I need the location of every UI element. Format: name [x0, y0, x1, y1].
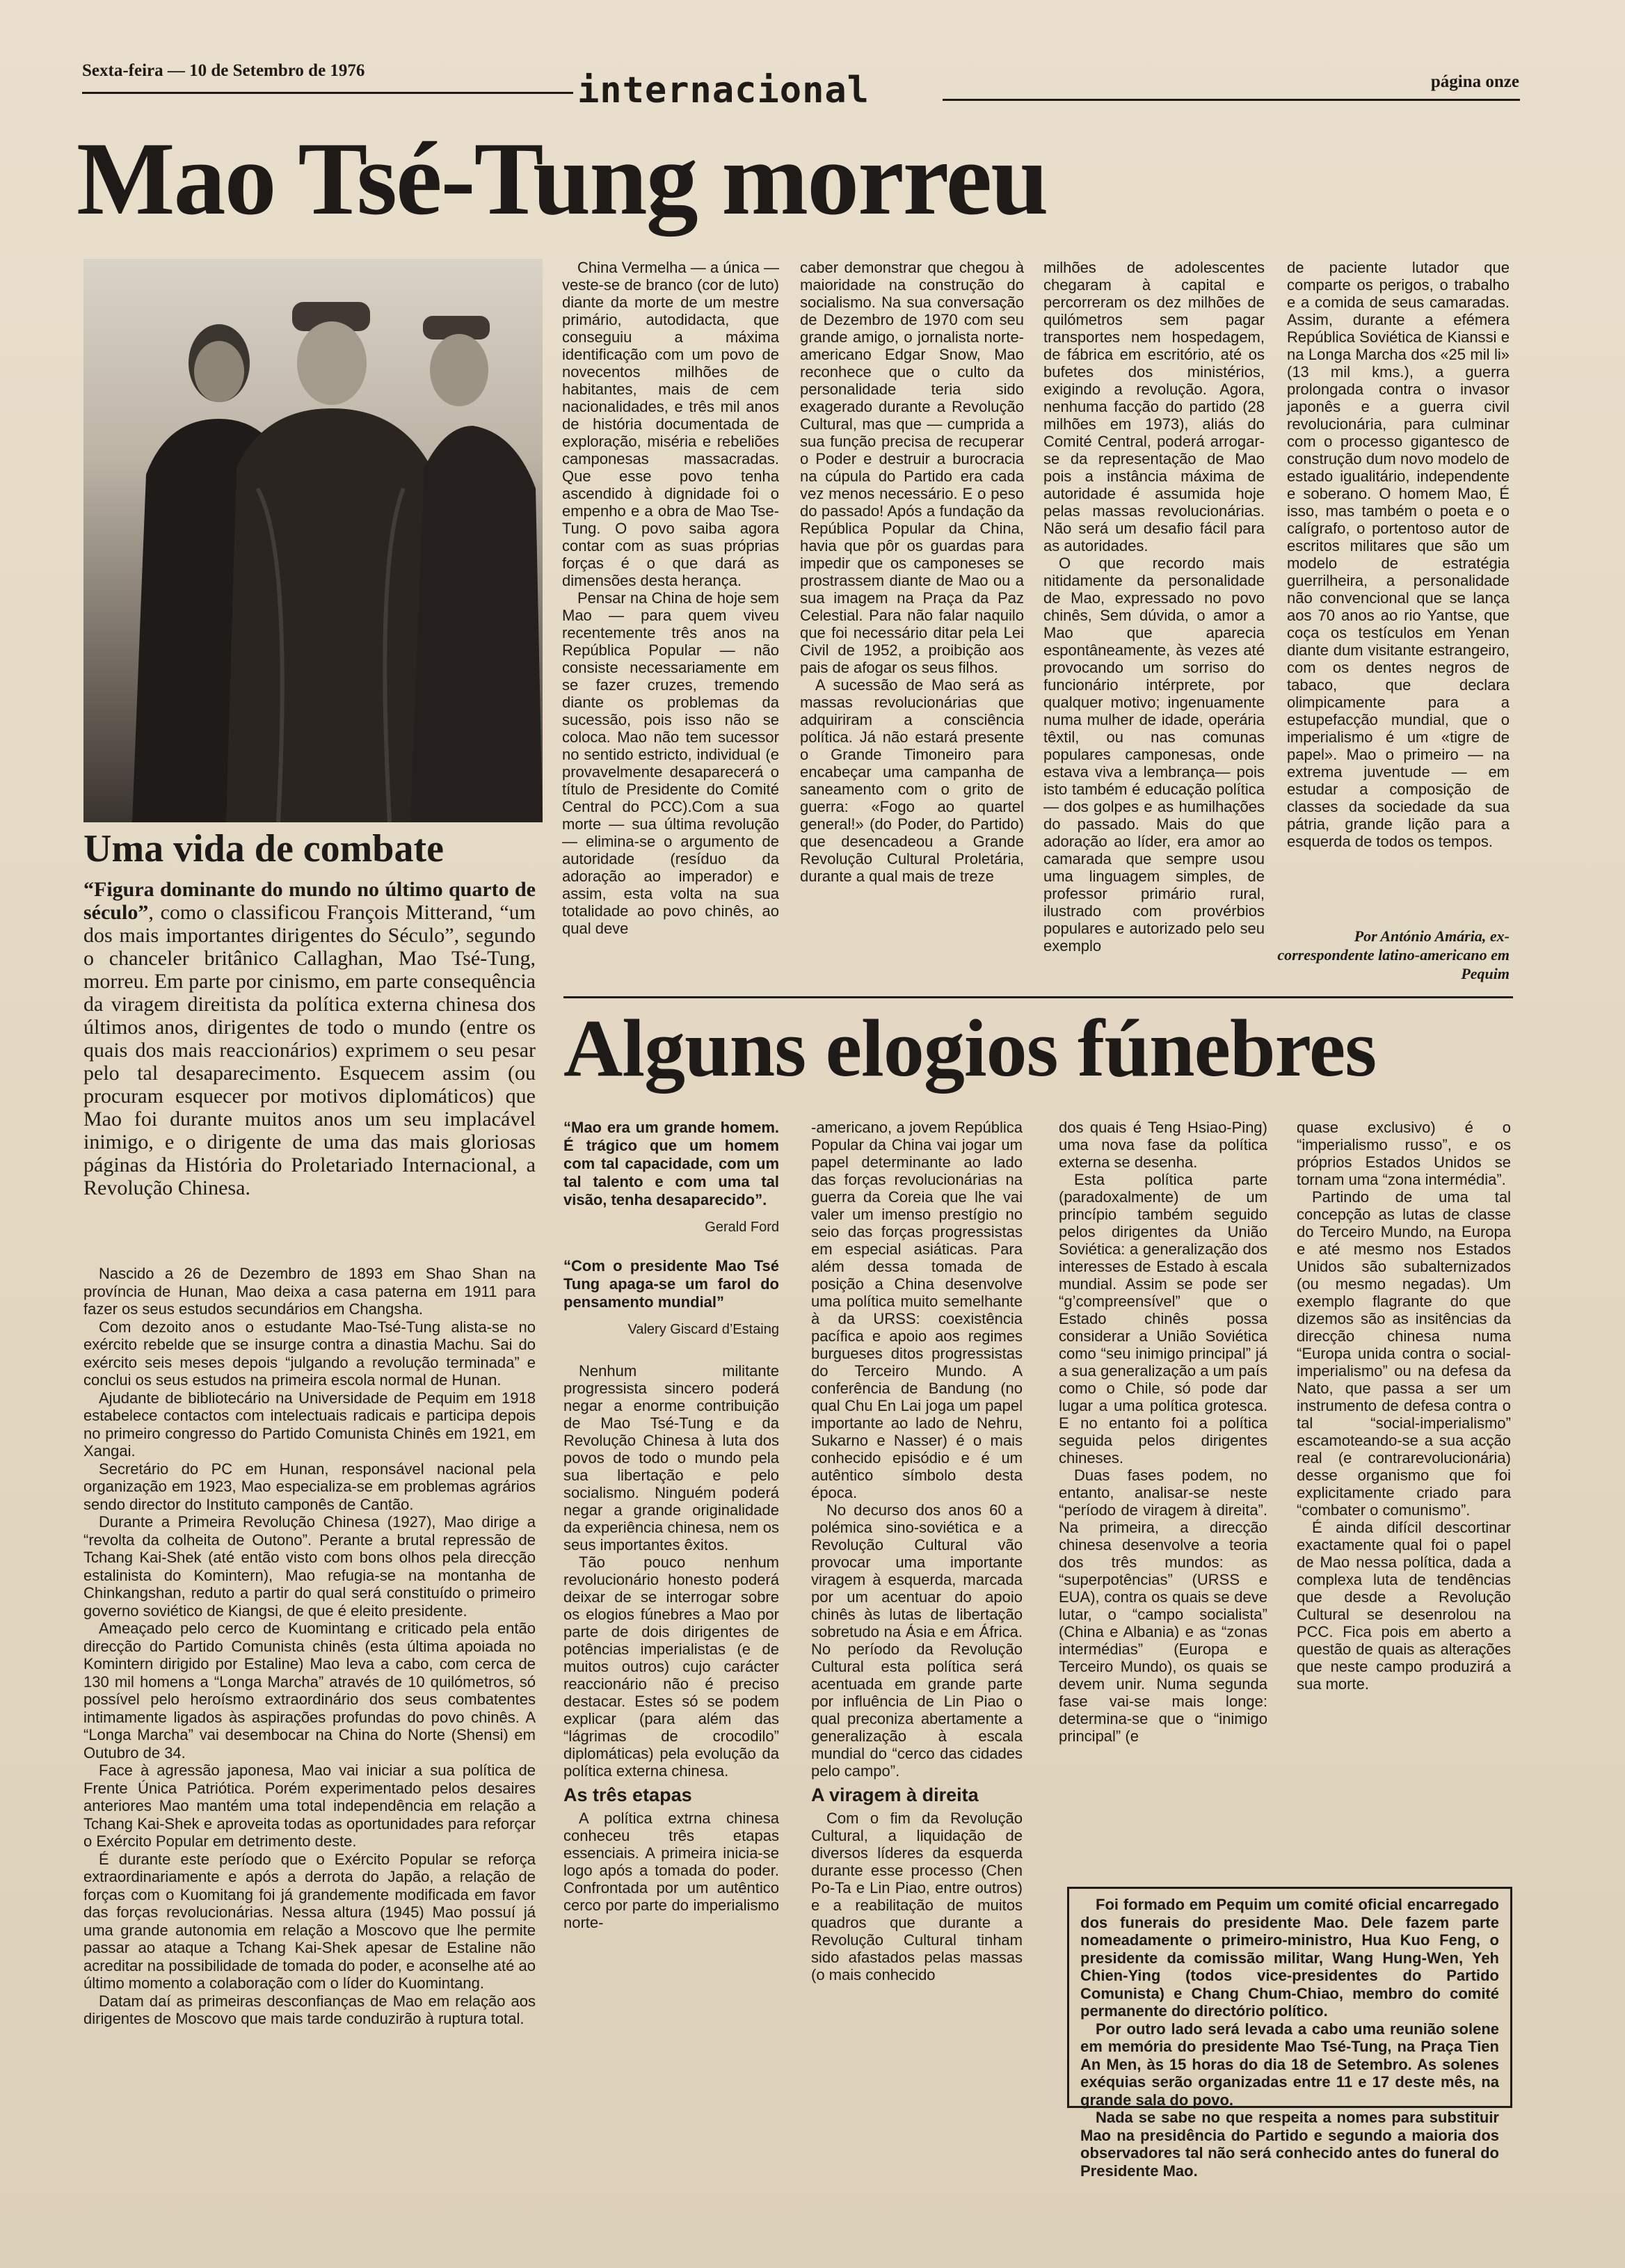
- paragraph: Esta política parte (paradoxalmente) de um princípio também seguido pelos dirigentes da União Soviética: a generalização dos interesses de Estado à escala mundial. Assim se pode ser “g’compreensível” que o Estado chinês possa considerar a União Soviética como “seu inimigo principal” já a sua generalização a um país como o Chile, só pode dar lugar a uma política grotesca. E no entanto foi a política seguida pelos dirigentes chineses.: [1059, 1171, 1267, 1467]
- funeral-notice-box: [1067, 1887, 1512, 2180]
- paragraph: Face à agressão japonesa, Mao vai iniciar a sua política de Frente Única Patriótica. Porém experimentado pelos desaires anteriores Mao mantém uma total independência em relação a Tchang Kai-Shek e aproveita todas as oportunidades para reforçar o Exército Popular em detrimento deste.: [83, 1762, 536, 1850]
- article1-column-3: [800, 259, 1024, 885]
- header-date: Sexta-feira — 10 de Setembro de 1976: [82, 61, 365, 80]
- paragraph: Por outro lado será levada a cabo uma reunião solene em memória do presidente Mao Tsé-Tung, na Praça Tien An Men, às 15 horas do dia 18 de Setembro. As solenes exéquias serão organizadas entre 11 e 17 deste mês, na grande sala do povo.: [1080, 2020, 1499, 2109]
- paragraph: Duas fases podem, no entanto, analisar-se neste “período de viragem à direita”. Na primeira, a direcção chinesa desenvolve a teoria dos três mundos: as “superpotências” (URSS e EUA), contra os quais se deve lutar, o “campo socialista” (China e Albania) e as “zonas intermédias” (Europa e Terceiro Mundo), os quais se devem unir. Numa segunda fase vai-se mais longe: determina-se que o “inimigo principal” (e: [1059, 1467, 1267, 1745]
- article2-column-4: [1297, 1119, 1511, 1693]
- headline: Mao Tsé-Tung morreu: [77, 121, 1048, 237]
- section-title: internacional: [577, 70, 870, 111]
- subheading-viragem: A viragem à direita: [811, 1784, 979, 1805]
- paragraph: É durante este período que o Exército Popular se reforça extraordinariamente e após a derrota do Japão, a relação de forças com o Kuomitang foi já grandemente modificada em favor das forças revolucionárias. Nessa altura (1945) Mao possuí já uma grande autonomia em relação a Moscovo que lhe permite passar ao ataque a Tchang Kai-Shek apesar de Estaline não acreditar na possibilidade de tomada do poder, e aconselhe até ao último momento a colaboração com o líder do Kuomintang.: [83, 1850, 536, 1992]
- paragraph: O que recordo mais nitidamente da personalidade de Mao, expressado no povo chinês, Sem dúvida, o amor a Mao que aparecia espontâneamente, às vezes até provocando um sorriso do funcionário intérprete, por qualquer motivo; ingenuamente numa mulher de idade, operária têxtil, ou nas comunas populares camponesas, onde estava viva a lembrança— pois isto também é educação política — dos golpes e as humilhações do passado. Mais do que adoração ao líder, era amor ao camarada que sempre usou uma linguagem simples, de professor primário rural, ilustrado com provérbios populares e autorizado pelo seu exemplo: [1043, 554, 1265, 955]
- paragraph: Nascido a 26 de Dezembro de 1893 em Shao Shan na província de Hunan, Mao deixa a casa paterna em 1911 para fazer os seus estudos secundários em Changsha.: [83, 1265, 536, 1318]
- paragraph: Com dezoito anos o estudante Mao-Tsé-Tung alista-se no exército rebelde que se insurge contra a dinastia Machu. Sai do exército seis meses depois “julgando a revolução terminada” e conclui os seus estudos na primeira escola normal de Hunan.: [83, 1318, 536, 1389]
- lead-quote: “Figura dominante do mundo no último quarto de século”: [83, 878, 536, 924]
- paragraph: A sucessão de Mao será as massas revolucionárias que adquiriram a consciência política. Já não estará presente o Grande Timoneiro para encabeçar uma campanha de saneamento com o grito de guerra: «Fogo ao quartel general!» (do Poder, do Partido) que desencadeou a Grande Revolução Cultural Proletária, durante a qual mais de treze: [800, 676, 1024, 885]
- paragraph: Tão pouco nenhum revolucionário honesto poderá deixar de se interrogar sobre os elogios fúnebres a Mao por parte de dois dirigentes de potências imperialistas (e de muitos outros) cujo carácter reaccionário não é preciso destacar. Estes só se podem explicar (para além das “lágrimas de crocodilo” diplomáticas) pela evolução da política externa chinesa.: [563, 1554, 779, 1780]
- section-divider: [563, 996, 1513, 998]
- lead-paragraph: [83, 878, 536, 1199]
- paragraph: Durante a Primeira Revolução Chinesa (1927), Mao dirige a “revolta da colheita de Outono”. Perante a brutal repressão de Tchang Kai-Shek (até então visto com bons olhos pela direcção estalinista do Komintern), Mao refugia-se na montanha de Chinkangshan, reduto a partir do qual será constituído o primeiro governo soviético de Kiangsi, de que é eleito presidente.: [83, 1513, 536, 1620]
- paragraph: Foi formado em Pequim um comité oficial encarregado dos funerais do presidente Mao. Dele fazem parte nomeadamente o primeiro-ministro, Hua Kuo Feng, o presidente da comissão militar, Wang Hung-Wen, Yeh Chien-Ying (todos vice-presidentes do Partido Comunista) e Chang Chum-Chiao, membro do comité permanente do directório político.: [1080, 1896, 1499, 2020]
- paragraph: Ajudante de bibliotecário na Universidade de Pequim em 1918 estabelece contactos com intelectuais radicais e participa depois no primeiro congresso do Partido Comunista Chinês em 1921, em Xangai.: [83, 1389, 536, 1460]
- quote-author: Gerald Ford: [705, 1220, 779, 1235]
- header-rule-right: [943, 99, 1520, 101]
- paragraph: É ainda difícil descortinar exactamente qual foi o papel de Mao nessa política, dada a complexa luta de tendências que desde a Revolução Cultural se desenrolou na PCC. Fica pois em aberto a questão de quais as alterações que neste campo produzirá a sua morte.: [1297, 1519, 1511, 1693]
- paragraph: dos quais é Teng Hsiao-Ping) uma nova fase da política externa se desenha.: [1059, 1119, 1267, 1171]
- paragraph: Datam daí as primeiras desconfianças de Mao em relação aos dirigentes de Moscovo que mais tarde conduzirão à ruptura total.: [83, 1992, 536, 2027]
- article1-column-4: [1043, 259, 1265, 955]
- paragraph: quase exclusivo) é o “imperialismo russo”, e os próprios Estados Unidos se tornam uma “zona intermédia”.: [1297, 1119, 1511, 1188]
- subheading-etapas: As três etapas: [563, 1784, 692, 1805]
- paragraph: Pensar na China de hoje sem Mao — para quem viveu recentemente três anos na República Popular — não consiste necessariamente em se fazer cruzes, tremendo diante os problemas da sucessão, pois isso não se coloca. Mao não tem sucessor no sentido estricto, individual (e provavelmente desaparecerá o título de Presidente do Comité Central do PCC).Com a sua morte — sua última revolução — elimina-se o argumento de autoridade (resíduo da adoração ao imperador) e assim, esta volta na sua totalidade ao povo chinês, ao qual deve: [562, 589, 779, 937]
- paragraph: -americano, a jovem República Popular da China vai jogar um papel determinante ao lado das forças revolucionárias na guerra da Coreia que lhe vai valer um imenso prestígio no seio das forças progressistas em especial asiáticas. Para além dessa tomada de posição a China desenvolve uma política muito semelhante à da URSS: coexistência pacífica e apoio aos regimes burgueses ditos progressistas do Terceiro Mundo. A conferência de Bandung (no qual Chu En Lai joga um papel importante ao lado de Nehru, Sukarno e Nasser) é o mais conhecido episódio e é um autêntico símbolo desta época.: [811, 1119, 1023, 1501]
- paragraph: milhões de adolescentes chegaram à capital e percorreram os dez milhões de quilómetros sem pagar transportes nem hospedagem, de fábrica em escritório, até os bufetes dos ministérios, exigindo a revolução. Agora, nenhuma facção do partido (28 milhões em 1973), aliás do Comité Central, poderá arrogar-se da representação de Mao pois a instância máxima de autoridade é assumida hoje pelas massas revolucionárias. Não será um desafio fácil para as autoridades.: [1043, 259, 1265, 554]
- article-subtitle: Uma vida de combate: [83, 827, 444, 870]
- paragraph: Ameaçado pelo cerco de Kuomintang e criticado pela então direcção do Partido Comunista chinês (esta última apoiada no Komintern dirigido por Estaline) Mao leva a cabo, com cerca de 130 mil homens a “Longa Marcha” através de 10 quilómetros, só possível pelo heroísmo extraordinário dos seus combatentes intimamente ligados às aspirações profundas do povo chinês. A “Longa Marcha” vai desembocar na China do Norte (Shensi) em Outubro de 34.: [83, 1620, 536, 1762]
- quote-ford: “Mao era um grande homem. É trágico que um homem com tal capacidade, com um tal talento e com uma tal visão, tenha desaparecido”.: [563, 1119, 779, 1208]
- lead-text: , como o classificou François Mitterand, “um dos mais importantes dirigentes do Século”, segundo o chanceler britânico Callaghan, Mao Tsé-Tung, morreu. Em parte por cinismo, em parte consequência da viragem direitista da política externa chinesa dos últimos anos, dirigentes de todo o mundo (entre os quais dos mais reaccionários) exprimem o seu pesar pelo tal desaparecimento. Esquecem assim (ou procuram esquecer por motivos diplomáticos) que Mao foi durante muitos anos um seu implacável inimigo, e o dirigente de uma das mais gloriosas páginas da História do Proletariado Internacional, a Revolução Chinesa.: [83, 901, 536, 1199]
- article1-column-2: [562, 259, 779, 937]
- page-number: página onze: [1430, 72, 1519, 91]
- article2-column-2: [811, 1119, 1023, 1983]
- paragraph: de paciente lutador que comparte os perigos, o trabalho e a comida de seus camaradas. Assim, durante a efémera República Soviética de Kianssi e na Longa Marcha dos «25 mil li» (13 mil kms.), a guerra prolongada contra o invasor japonês e a guerra civil revolucionária, para culminar com o processo gigantesco de construção dum novo modelo de estado igualitário, independente e soberano. O homem Mao, É isso, mas também o poeta e o calígrafo, o portentoso autor de escritos militares que são um modelo de estratégia guerrilheira, a personalidade não convencional que se lança aos 70 anos ao rio Yantse, que coça os testículos em Yenan diante dum visitante estrangeiro, com os dentes negros de tabaco, que declara olimpicamente para a estupefacção mundial, que o imperialismo é um «tigre de papel». Mao o primeiro — na extrema juventude — em estudar a composição de classes da sociedade da sua pátria, grande lição para a esquerda de todos os tempos.: [1287, 259, 1510, 850]
- paragraph: Secretário do PC em Hunan, responsável nacional pela organização em 1923, Mao especializa-se em problemas agrários sendo director do Instituto camponês de Cantão.: [83, 1460, 536, 1513]
- paragraph: Nada se sabe no que respeita a nomes para substituir Mao na presidência do Partido e segundo a maioria dos observadores tal não será conhecido antes do funeral do Presidente Mao.: [1080, 2109, 1499, 2180]
- header-rule-left: [82, 92, 573, 94]
- photo-image: [83, 259, 543, 822]
- article2-column-1: [563, 1119, 779, 1931]
- paragraph: A política extrna chinesa conheceu três etapas essenciais. A primeira inicia-se logo após a tomada do poder. Confrontada por um autêntico cerco por parte do imperialismo norte-: [563, 1810, 779, 1931]
- paragraph: caber demonstrar que chegou à maioridade na construção do socialismo. Na sua conversação de Dezembro de 1970 com seu grande amigo, o jornalista norte-americano Edgar Snow, Mao reconhece que o culto da personalidade teria sido exagerado durante a Revolução Cultural, mas que — cumprida a sua função precisa de recuperar o Poder e destruir a burocracia na cúpula do Partido era cada vez menos necessário. E o peso do passado! Após a fundação da República Popular da China, havia que pôr os guardas para impedir que os camponeses se prostrassem diante de Mao ou a sua imagem na Praça da Paz Celestial. Para não falar naquilo que foi necessário ditar pela Lei Civil de 1952, a proibição aos pais de afogar os seus filhos.: [800, 259, 1024, 676]
- paragraph: Com o fim da Revolução Cultural, a liquidação de diversos líderes da esquerda durante esse processo (Chen Po-Ta e Lin Piao, entre outros) e a reabilitação de muitos quadros que durante a Revolução Cultural tinham sido afastados pelas massas (o mais conhecido: [811, 1810, 1023, 1983]
- quote-giscard: “Com o presidente Mao Tsé Tung apaga-se um farol do pensamento mundial”: [563, 1257, 779, 1311]
- bio-column: [83, 1265, 536, 2028]
- article2-column-3: [1059, 1119, 1267, 1745]
- byline: Por António Amária, ex-correspondente latino-americano em Pequim: [1277, 927, 1510, 982]
- photo-three-men: [83, 259, 543, 822]
- article1-column-5: [1287, 259, 1510, 850]
- paragraph: Nenhum militante progressista sincero poderá negar a enorme contribuição de Mao Tsé-Tung e da Revolução Chinesa à luta dos povos de todo o mundo pela sua libertação e pelo socialismo. Ninguém poderá negar a grande originalidade da experiência chinesa, nem os seus importantes êxitos.: [563, 1362, 779, 1554]
- headline-2: Alguns elogios fúnebres: [563, 1003, 1377, 1094]
- paragraph: No decurso dos anos 60 a polémica sino-soviética e a Revolução Cultural vão provocar uma importante viragem à esquerda, marcada por um acentuar do apoio chinês às lutas de libertação sobretudo na Ásia e em África. No período da Revolução Cultural esta política será acentuada em grande parte por influência de Lin Piao o qual preconiza abertamente a generalização à escala mundial do “cerco das cidades pelo campo”.: [811, 1501, 1023, 1780]
- paragraph: China Vermelha — a única — veste-se de branco (cor de luto) diante da morte de um mestre primário, autodidacta, que conseguiu a máxima identificação com um povo de novecentos milhões de habitantes, mais de cem nacionalidades, e três mil anos de história documentada de exploração, miséria e rebeliões camponesas massacradas. Que esse povo tenha ascendido à dignidade foi o empenho e a obra de Mao Tse-Tung. O povo saiba agora contar com as suas próprias forças é o que dará as dimensões desta herança.: [562, 259, 779, 589]
- paragraph: Partindo de uma tal concepção as lutas de classe do Terceiro Mundo, na Europa e até mesmo nos Estados Unidos são subalternizados (ou mesmo negadas). Um exemplo flagrante do que dizemos são as insitências da direcção chinesa numa “Europa unida contra o social-imperialismo” ou na defesa da Nato, que passa a ser um instrumento de defesa contra o tal “social-imperialismo” escamoteando-se a sua acção real (e contrarevolucionária) desse organismo que foi explicitamente criado para “combater o comunismo”.: [1297, 1188, 1511, 1519]
- quote-author: Valery Giscard d’Estaing: [627, 1322, 779, 1337]
